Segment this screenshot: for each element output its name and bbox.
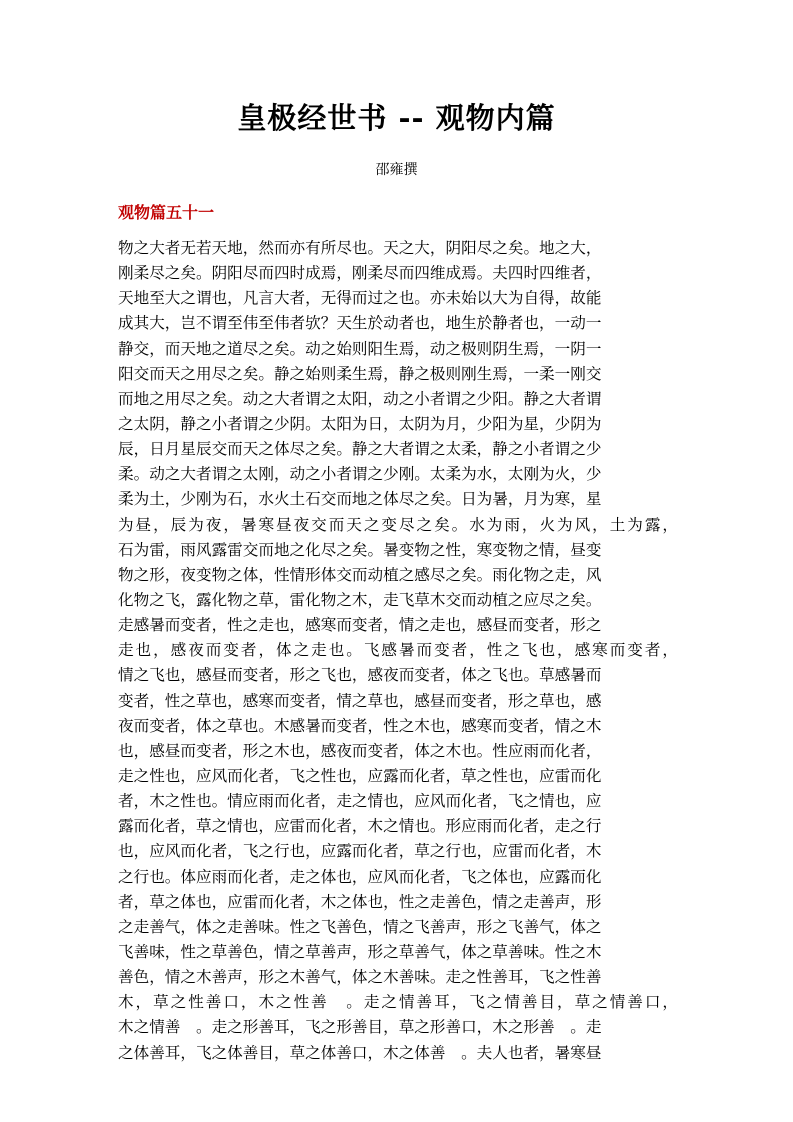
text-line: 天地至大之谓也，凡言大者，无得而过之也。亦未始以大为自得，故能 — [118, 289, 602, 308]
text-line: 者，木之性也。情应雨而化者，走之情也，应风而化者，飞之情也，应 — [118, 792, 602, 811]
text-line: 化物之飞，露化物之草，雷化物之木，走飞草木交而动植之应尽之矣。 — [118, 590, 602, 609]
text-line: 物之大者无若天地，然而亦有所尽也。天之大，阴阳尽之矣。地之大， — [118, 239, 602, 257]
text-line: 之体善耳，飞之体善目，草之体善口，木之体善 。夫人也者，暑寒昼 — [118, 1043, 602, 1062]
text-line: 善色，情之木善声，形之木善气，体之木善味。走之性善耳，飞之性善 — [118, 968, 602, 987]
text-line: 辰，日月星辰交而天之体尽之矣。静之大者谓之太柔，静之小者谓之少 — [118, 440, 602, 459]
text-line: 露而化者，草之情也，应雷而化者，木之情也。形应雨而化者，走之行 — [118, 817, 602, 836]
text-line: 刚柔尽之矣。阴阳尽而四时成焉，刚柔尽而四维成焉。夫四时四维者， — [118, 264, 602, 283]
text-line: 也，应风而化者，飞之行也，应露而化者，草之行也，应雷而化者，木 — [118, 842, 602, 861]
text-line: 者，草之体也，应雷而化者，木之体也，性之走善色，情之走善声，形 — [118, 892, 602, 911]
body-text — [118, 236, 678, 1066]
document-author: 邵雍撰 — [375, 162, 418, 178]
text-line: 之太阴，静之小者谓之少阴。太阳为日，太阴为月，少阳为星，少阴为 — [118, 414, 602, 433]
text-line: 柔为土，少刚为石，水火土石交而地之体尽之矣。日为暑，月为寒，星 — [118, 490, 602, 509]
text-line: 之走善气，体之走善味。性之飞善色，情之飞善声，形之飞善气，体之 — [118, 917, 602, 936]
text-line: 走也，感夜而变者，体之走也。飞感暑而变者，性之飞也，感寒而变者， — [118, 641, 680, 660]
section-heading: 观物篇五十一 — [118, 203, 215, 222]
text-line: 走之性也，应风而化者，飞之性也，应露而化者，草之性也，应雷而化 — [118, 766, 602, 785]
text-line: 飞善味，性之草善色，情之草善声，形之草善气，体之草善味。性之木 — [118, 942, 602, 961]
text-line: 成其大，岂不谓至伟至伟者欤？天生於动者也，地生於静者也，一动一 — [118, 314, 602, 333]
text-line: 情之飞也，感昼而变者，形之飞也，感夜而变者，体之飞也。草感暑而 — [118, 666, 602, 685]
document-title: 皇极经世书 -- 观物内篇 — [237, 101, 556, 135]
text-line: 变者，性之草也，感寒而变者，情之草也，感昼而变者，形之草也，感 — [118, 691, 602, 710]
text-line: 走感暑而变者，性之走也，感寒而变者，情之走也，感昼而变者，形之 — [118, 616, 602, 635]
text-line: 为昼，辰为夜，暑寒昼夜交而天之变尽之矣。水为雨，火为风，土为露， — [118, 515, 680, 534]
text-line: 夜而变者，体之草也。木感暑而变者，性之木也，感寒而变者，情之木 — [118, 716, 602, 735]
text-line: 而地之用尽之矣。动之大者谓之太阳，动之小者谓之少阳。静之大者谓 — [118, 389, 602, 408]
text-line: 物之形，夜变物之体，性情形体交而动植之感尽之矣。雨化物之走，风 — [118, 565, 602, 584]
text-line: 静交，而天地之道尽之矣。动之始则阳生焉，动之极则阴生焉，一阴一 — [118, 339, 602, 358]
text-line: 柔。动之大者谓之太刚，动之小者谓之少刚。太柔为水，太刚为火，少 — [118, 465, 602, 484]
text-line: 之行也。体应雨而化者，走之体也，应风而化者，飞之体也，应露而化 — [118, 867, 602, 886]
text-line: 也，感昼而变者，形之木也，感夜而变者，体之木也。性应雨而化者， — [118, 741, 602, 760]
text-line: 阳交而天之用尽之矣。静之始则柔生焉，静之极则刚生焉，一柔一刚交 — [118, 364, 602, 383]
text-line: 石为雷，雨风露雷交而地之化尽之矣。暑变物之性，寒变物之情，昼变 — [118, 540, 602, 559]
text-line: 木之情善 。走之形善耳，飞之形善目，草之形善口，木之形善 。走 — [118, 1018, 602, 1037]
text-line: 木，草之性善口，木之性善 。走之情善耳，飞之情善目，草之情善口， — [118, 993, 680, 1012]
